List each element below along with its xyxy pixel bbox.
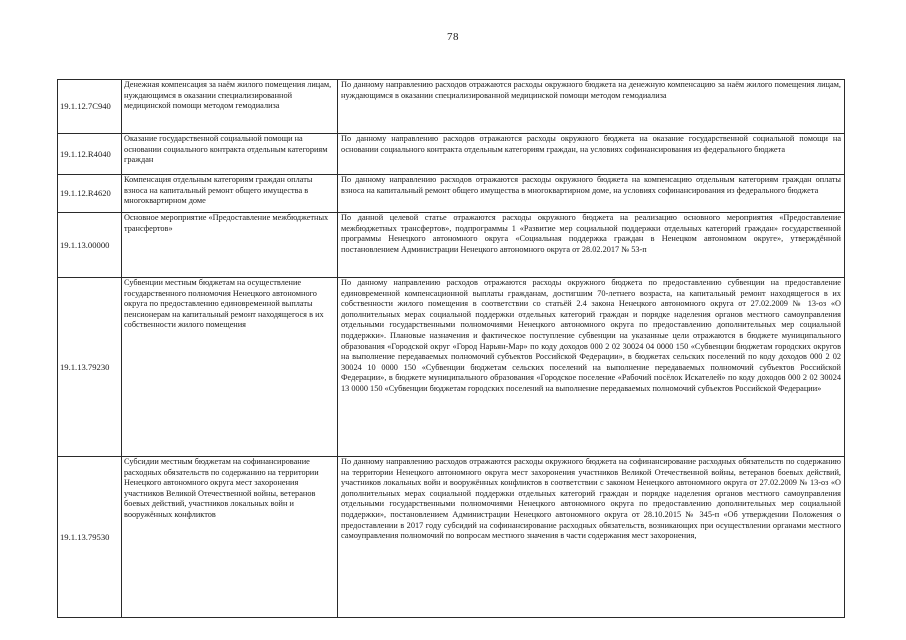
expense-name-cell: Субсидии местным бюджетам на софинансирование расходных обязательств по содержанию на территории Ненецкого автономного округа мест захоронения участников Великой Отечественной войны, ветеранов боевых действий, участников локальных войн и вооружённых конфликтов — [122, 457, 338, 618]
table-row — [58, 457, 845, 618]
target-code-cell: 19.1.13.79230 — [58, 278, 122, 457]
table-row — [58, 213, 845, 278]
table-row — [58, 80, 845, 134]
expense-name-cell: Субвенции местным бюджетам на осуществление государственного полномочия Ненецкого автономного округа по предоставлению единовременной выплаты пенсионерам на капитальный ремонт находящегося в их собственности жилого помещения — [122, 278, 338, 457]
page-number: 78 — [447, 31, 459, 43]
expense-name-cell: Компенсация отдельным категориям граждан оплаты взноса на капитальный ремонт общего имущества в многоквартирном доме — [122, 175, 338, 213]
description-cell: По данному направлению расходов отражаются расходы окружного бюджета по предоставлению субвенции на предоставление единовременной компенсационной выплаты гражданам, достигшим 70-летнего возраста, на капитальный ремонт находящегося в их собственности жилого помещения в соответствии со статьёй 2.4 закона Ненецкого автономного округа от 27.02.2009 № 13-оз «О дополнительных мерах социальной поддержки отдельных категорий граждан и порядке наделения органов местного самоуправления отдельными государственными полномочиями Ненецкого автономного округа по предоставлению дополнительных мер социальной поддержки». Плановые назначения и фактическое поступление субвенции на указанные цели отражаются в бюджете муниципального образования «Городской округ «Город Нарьян-Мар» по коду доходов 000 2 02 30024 04 0000 150 «Субвенции бюджетам городских округов на выполнение передаваемых полномочий субъектов Российской Федерации», в бюджетах сельских поселений по коду доходов 000 2 02 30024 10 0000 150 «Субвенции бюджетам сельских поселений на выполнение передаваемых полномочий субъектов Российской Федерации», в бюджете муниципального образования «Городское поселение «Рабочий посёлок Искателей» по коду доходов 000 2 02 30024 13 0000 150 «Субвенции бюджетам городских поселений на выполнение передаваемых полномочий субъектов Российской Федерации» — [338, 278, 845, 457]
table-row — [58, 134, 845, 175]
description-cell: По данному направлению расходов отражаются расходы окружного бюджета на софинансирование расходных обязательств по содержанию на территории Ненецкого автономного округа мест захоронения участников Великой Отечественной войны, ветеранов боевых действий, участников локальных войн и вооружённых конфликтов в соответствии с законом Ненецкого автономного округа от 27.02.2009 № 13-оз «О дополнительных мерах социальной поддержки отдельных категорий граждан и порядке наделения органов местного самоуправления отдельными государственными полномочиями Ненецкого автономного округа по предоставлению дополнительных мер социальной поддержки», постановлением Администрации Ненецкого автономного округа от 28.10.2015 № 345-п «Об утверждении Положения о предоставлении в 2017 году субсидий на софинансирование расходных обязательств, возникающих при осуществлении органами местного самоуправления полномочий по вопросам местного значения в части содержания мест захоронения, — [338, 457, 845, 618]
target-code-cell: 19.1.12.R4040 — [58, 134, 122, 175]
description-cell: По данному направлению расходов отражаются расходы окружного бюджета на оказание государственной социальной помощи на основании социального контракта отдельным категориям граждан, на условиях софинансирования из федерального бюджета — [338, 134, 845, 175]
table-row — [58, 278, 845, 457]
description-cell: По данному направлению расходов отражаются расходы окружного бюджета на компенсацию отдельным категориям граждан оплаты взноса на капитальный ремонт общего имущества в многоквартирном доме, на условиях софинансирования из федерального бюджета — [338, 175, 845, 213]
table-row — [58, 175, 845, 213]
expense-name-cell: Оказание государственной социальной помощи на основании социального контракта отдельным категориям граждан — [122, 134, 338, 175]
description-cell: По данной целевой статье отражаются расходы окружного бюджета на реализацию основного мероприятия «Предоставление межбюджетных трансфертов», подпрограммы 1 «Развитие мер социальной поддержки отдельных категорий граждан» государственной программы Ненецкого автономного округа «Социальная поддержка граждан в Ненецком автономном округе», утверждённой постановлением Администрации Ненецкого автономного округа от 28.02.2017 № 53-п — [338, 213, 845, 278]
description-cell: По данному направлению расходов отражаются расходы окружного бюджета на денежную компенсацию за наём жилого помещения лицам, нуждающимся в оказании специализированной медицинской помощи методом гемодиализа — [338, 80, 845, 134]
target-code-cell: 19.1.13.00000 — [58, 213, 122, 278]
expense-name-cell: Основное мероприятие «Предоставление межбюджетных трансфертов» — [122, 213, 338, 278]
target-code-cell: 19.1.12.R4620 — [58, 175, 122, 213]
budget-classification-table — [57, 79, 845, 618]
target-code-cell: 19.1.12.7С940 — [58, 80, 122, 134]
expense-name-cell: Денежная компенсация за наём жилого помещения лицам, нуждающимся в оказании специализированной медицинской помощи методом гемодиализа — [122, 80, 338, 134]
target-code-cell: 19.1.13.79530 — [58, 457, 122, 618]
